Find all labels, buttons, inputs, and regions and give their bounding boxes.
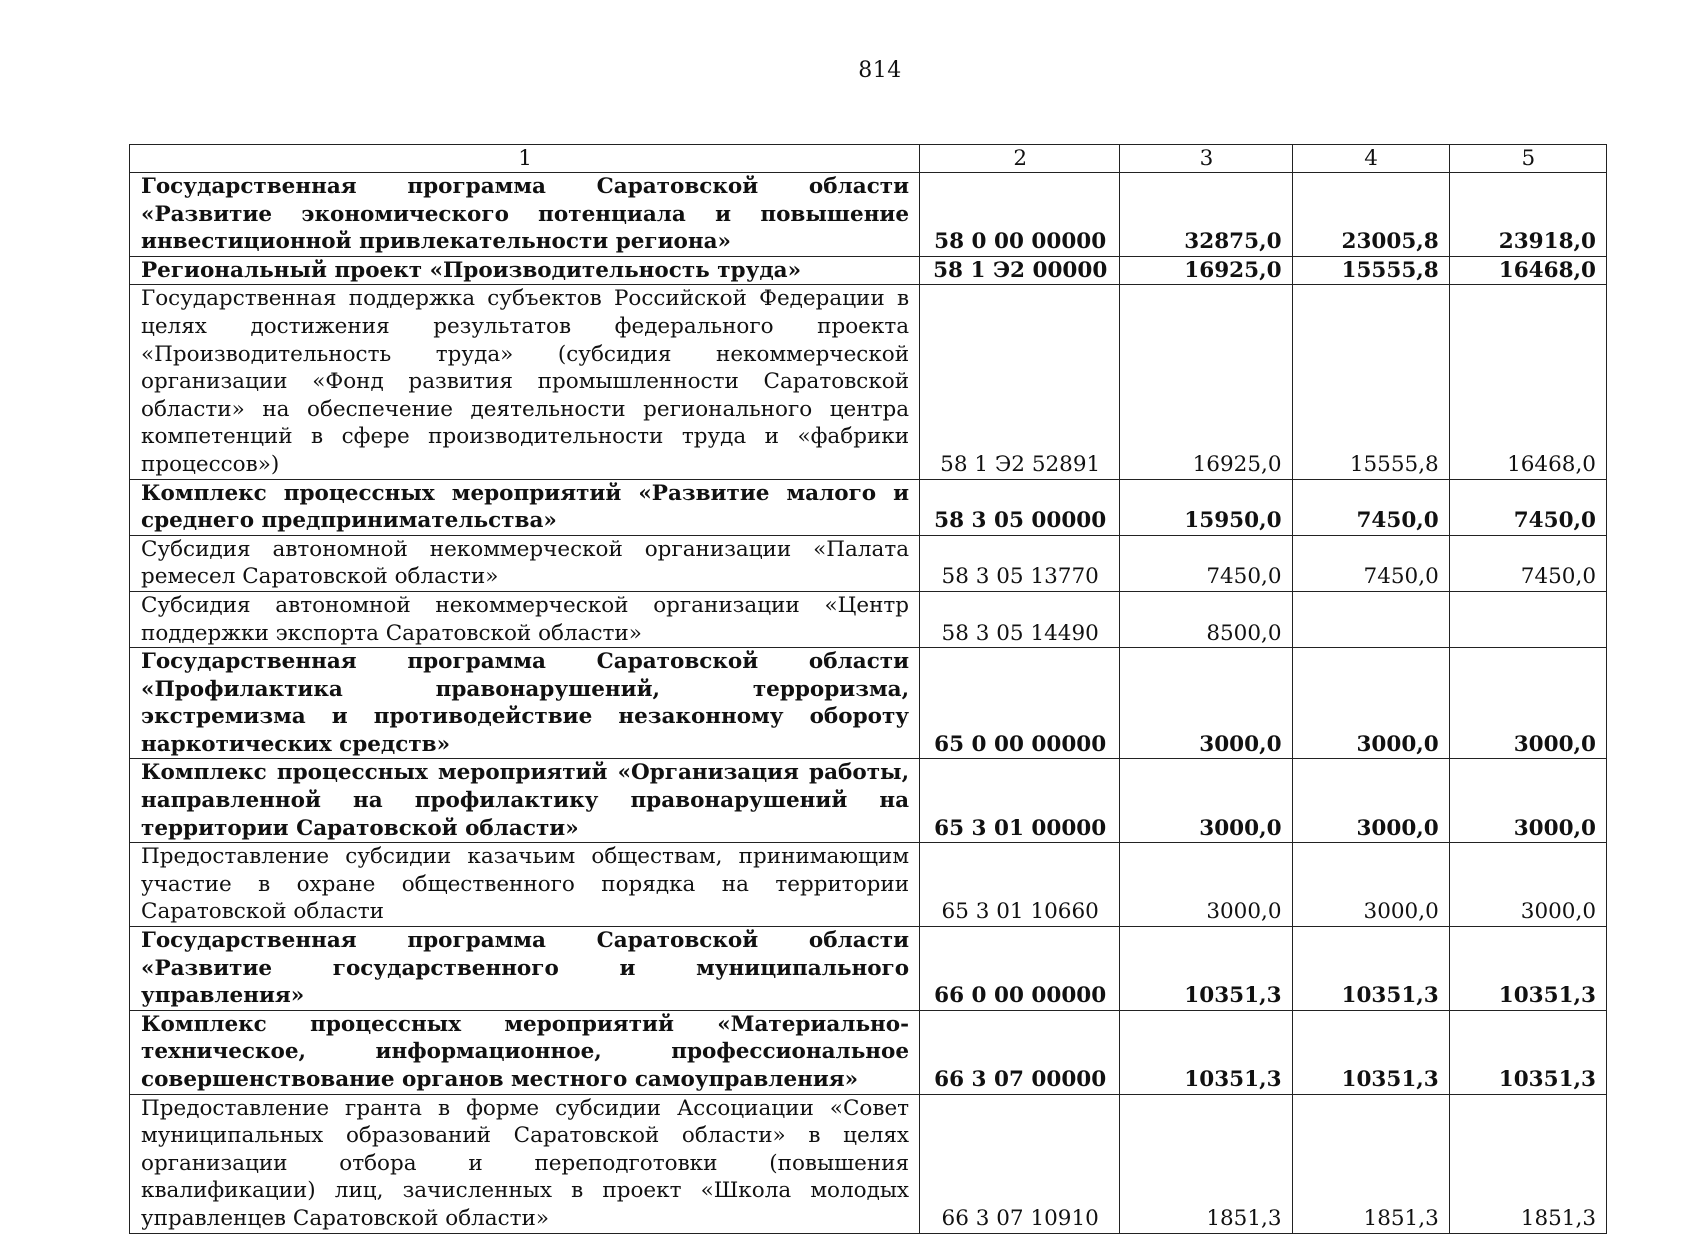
- row-value-col5: 16468,0: [1449, 256, 1606, 285]
- table-row: [130, 759, 1607, 843]
- row-value-col5: [1449, 591, 1606, 647]
- row-value-col3: 3000,0: [1120, 648, 1292, 759]
- row-code-cell: 58 3 05 00000: [920, 479, 1120, 535]
- row-value-col5: 23918,0: [1449, 173, 1606, 257]
- row-value-col5: 3000,0: [1449, 759, 1606, 843]
- row-value-col3: 10351,3: [1120, 927, 1292, 1011]
- row-name-cell: Предоставление субсидии казачьим обществам, принимающим участие в охране общественного порядка на территории Саратовской области: [130, 843, 920, 927]
- row-value-col3: 15950,0: [1120, 479, 1292, 535]
- header-cell-5: 5: [1449, 145, 1606, 173]
- header-cell-4: 4: [1292, 145, 1449, 173]
- header-cell-1: 1: [130, 145, 920, 173]
- table-body: [130, 145, 1607, 1234]
- row-name-cell: Государственная программа Саратовской области «Развитие государственного и муниципального управления»: [130, 927, 920, 1011]
- row-code-cell: 58 3 05 14490: [920, 591, 1120, 647]
- budget-table: [129, 144, 1607, 1234]
- table-row: [130, 173, 1607, 257]
- row-code-cell: 65 3 01 00000: [920, 759, 1120, 843]
- row-name-cell: Региональный проект «Производительность труда»: [130, 256, 920, 285]
- row-name-cell: Субсидия автономной некоммерческой организации «Центр поддержки экспорта Саратовской области»: [130, 591, 920, 647]
- row-value-col4: 3000,0: [1292, 759, 1449, 843]
- row-value-col3: 8500,0: [1120, 591, 1292, 647]
- table-row: [130, 648, 1607, 759]
- row-value-col3: 10351,3: [1120, 1010, 1292, 1094]
- row-value-col5: 7450,0: [1449, 479, 1606, 535]
- table-row: [130, 1094, 1607, 1233]
- table-row: [130, 927, 1607, 1011]
- row-value-col4: 1851,3: [1292, 1094, 1449, 1233]
- row-value-col5: 10351,3: [1449, 1010, 1606, 1094]
- row-value-col4: 10351,3: [1292, 927, 1449, 1011]
- page-number: 814: [858, 58, 902, 83]
- table-row: [130, 1010, 1607, 1094]
- row-code-cell: 58 3 05 13770: [920, 535, 1120, 591]
- header-cell-3: 3: [1120, 145, 1292, 173]
- row-code-cell: 58 1 Э2 52891: [920, 285, 1120, 479]
- row-value-col5: 10351,3: [1449, 927, 1606, 1011]
- row-value-col5: 16468,0: [1449, 285, 1606, 479]
- row-value-col5: 7450,0: [1449, 535, 1606, 591]
- row-value-col4: 15555,8: [1292, 285, 1449, 479]
- row-value-col3: 16925,0: [1120, 285, 1292, 479]
- row-code-cell: 58 0 00 00000: [920, 173, 1120, 257]
- row-name-cell: Комплекс процессных мероприятий «Организация работы, направленной на профилактику правонарушений на территории Саратовской области»: [130, 759, 920, 843]
- table-row: [130, 479, 1607, 535]
- row-value-col4: 15555,8: [1292, 256, 1449, 285]
- row-code-cell: 58 1 Э2 00000: [920, 256, 1120, 285]
- row-value-col5: 1851,3: [1449, 1094, 1606, 1233]
- table-row: [130, 256, 1607, 285]
- row-code-cell: 65 0 00 00000: [920, 648, 1120, 759]
- row-value-col5: 3000,0: [1449, 648, 1606, 759]
- row-name-cell: Комплекс процессных мероприятий «Развитие малого и среднего предпринимательства»: [130, 479, 920, 535]
- row-value-col4: [1292, 591, 1449, 647]
- row-value-col4: 3000,0: [1292, 648, 1449, 759]
- row-code-cell: 66 0 00 00000: [920, 927, 1120, 1011]
- row-value-col4: 10351,3: [1292, 1010, 1449, 1094]
- row-name-cell: Комплекс процессных мероприятий «Материально-техническое, информационное, профессиональное совершенствование органов местного самоуправления»: [130, 1010, 920, 1094]
- row-value-col3: 3000,0: [1120, 759, 1292, 843]
- row-code-cell: 66 3 07 00000: [920, 1010, 1120, 1094]
- row-code-cell: 66 3 07 10910: [920, 1094, 1120, 1233]
- row-value-col4: 7450,0: [1292, 535, 1449, 591]
- row-name-cell: Государственная программа Саратовской области «Развитие экономического потенциала и повышение инвестиционной привлекательности региона»: [130, 173, 920, 257]
- row-value-col5: 3000,0: [1449, 843, 1606, 927]
- table-row: [130, 591, 1607, 647]
- row-value-col3: 32875,0: [1120, 173, 1292, 257]
- row-value-col3: 16925,0: [1120, 256, 1292, 285]
- row-name-cell: Предоставление гранта в форме субсидии Ассоциации «Совет муниципальных образований Саратовской области» в целях организации отбора и переподготовки (повышения квалификации) лиц, зачисленных в проект «Школа молодых управленцев Саратовской области»: [130, 1094, 920, 1233]
- table-row: [130, 285, 1607, 479]
- table-row: [130, 535, 1607, 591]
- row-name-cell: Государственная поддержка субъектов Российской Федерации в целях достижения результатов федерального проекта «Производительность труда» (субсидия некоммерческой организации «Фонд развития промышленности Саратовской области» на обеспечение деятельности регионального центра компетенций в сфере производительности труда и «фабрики процессов»): [130, 285, 920, 479]
- row-value-col3: 7450,0: [1120, 535, 1292, 591]
- row-value-col3: 3000,0: [1120, 843, 1292, 927]
- table-row: [130, 843, 1607, 927]
- row-name-cell: Субсидия автономной некоммерческой организации «Палата ремесел Саратовской области»: [130, 535, 920, 591]
- row-value-col4: 23005,8: [1292, 173, 1449, 257]
- row-name-cell: Государственная программа Саратовской области «Профилактика правонарушений, терроризма, экстремизма и противодействие незаконному обороту наркотических средств»: [130, 648, 920, 759]
- row-value-col3: 1851,3: [1120, 1094, 1292, 1233]
- header-cell-2: 2: [920, 145, 1120, 173]
- row-value-col4: 7450,0: [1292, 479, 1449, 535]
- row-value-col4: 3000,0: [1292, 843, 1449, 927]
- row-code-cell: 65 3 01 10660: [920, 843, 1120, 927]
- table-header-row: [130, 145, 1607, 173]
